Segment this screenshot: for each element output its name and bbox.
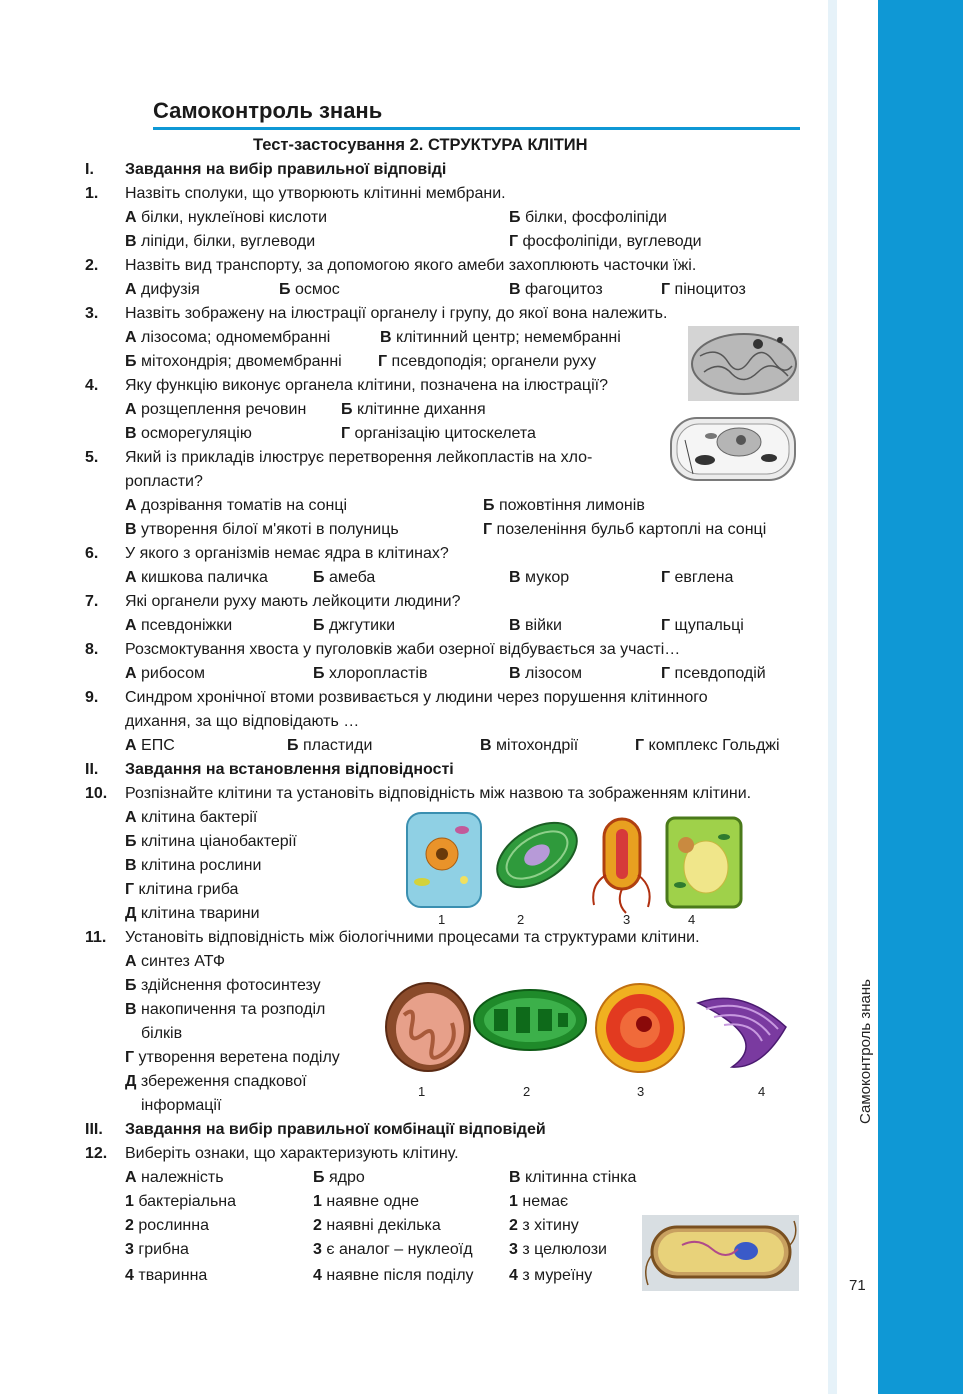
question-number: 6. — [85, 545, 99, 562]
sidebar-band — [878, 0, 963, 1394]
answer-a: А розщеплення речовин — [125, 401, 307, 418]
answer-v: В осморегуляцію — [125, 425, 252, 442]
answer-a: А білки, нуклеїнові кислоти — [125, 209, 328, 226]
question-number: 1. — [85, 185, 99, 202]
figure-caption: 3 — [623, 912, 631, 927]
answer-v: В ліпіди, білки, вуглеводи — [125, 233, 316, 250]
question-number: 2. — [85, 257, 99, 274]
question-number: 11. — [85, 929, 107, 946]
question-text: Назвіть сполуки, що утворюють клітинні мембрани. — [125, 185, 506, 202]
column-a-header: А належність — [125, 1169, 224, 1186]
answer-v: В мітохондрії — [480, 737, 579, 754]
answer-g: Г евглена — [661, 569, 734, 586]
question-text-cont: дихання, за що відповідають … — [125, 713, 360, 730]
page-title: Самоконтроль знань — [153, 98, 383, 123]
figure-caption: 1 — [418, 1084, 426, 1099]
title-rule — [153, 127, 800, 130]
answer-b: Б мітохондрія; двомембранні — [125, 353, 342, 370]
answer-a: А псевдоніжки — [125, 617, 233, 634]
answer-b: Б клітинне дихання — [341, 401, 486, 418]
answer-a: А дифузія — [125, 281, 200, 298]
answer-b: Б хлоропластів — [313, 665, 428, 682]
option-b: Б здійснення фотосинтезу — [125, 977, 321, 994]
answer-v: В лізосом — [509, 665, 583, 682]
answer-b: Б білки, фосфоліпіди — [509, 209, 667, 226]
column-v-item: 1 немає — [509, 1193, 569, 1210]
question-text: Установіть відповідність між біологічними процесами та структурами клітини. — [125, 929, 700, 946]
option-a: А клітина бактерії — [125, 809, 258, 826]
section-number: I. — [85, 161, 94, 178]
column-a-item: 2 рослинна — [125, 1217, 209, 1234]
column-a-item: 1 бактеріальна — [125, 1193, 237, 1210]
bacterial-cell-image — [642, 1215, 799, 1291]
answer-g: Г позеленіння бульб картоплі на сонці — [483, 521, 767, 538]
answer-g: Г піноцитоз — [661, 281, 746, 298]
answer-b: Б осмос — [279, 281, 340, 298]
question-text-cont: ропласти? — [125, 473, 203, 490]
question-text: Який із прикладів ілюструє перетворення лейкопластів на хло- — [125, 449, 593, 466]
column-v-item: 2 з хітину — [509, 1217, 579, 1234]
figure-caption: 3 — [637, 1084, 645, 1099]
question-text: Які органели руху мають лейкоцити людини? — [125, 593, 461, 610]
side-title: Самоконтроль знань — [857, 979, 874, 1124]
answer-g: Г псевдоподій — [661, 665, 766, 682]
answer-g: Г псевдоподія; органели руху — [378, 353, 597, 370]
answer-b: Б пожовтіння лимонів — [483, 497, 645, 514]
option-b: Б клітина ціанобактерії — [125, 833, 297, 850]
mitochondrion-image — [382, 975, 474, 1075]
answer-a: А ЕПС — [125, 737, 175, 754]
column-v-item: 3 з целюлози — [509, 1241, 607, 1258]
option-d: Д клітина тварини — [125, 905, 260, 922]
animal-cell-image — [404, 810, 484, 910]
answer-v: В мукор — [509, 569, 570, 586]
cyanobacterium-cell-image — [491, 815, 583, 895]
question-text: Яку функцію виконує органела клітини, позначена на ілюстрації? — [125, 377, 608, 394]
option-d: Д збереження спадкової — [125, 1073, 307, 1090]
plant-cell-image — [664, 815, 744, 910]
column-v-item: 4 з муреїну — [509, 1267, 593, 1284]
question-text: У якого з організмів немає ядра в клітинах? — [125, 545, 449, 562]
question-number: 12. — [85, 1145, 108, 1162]
answer-g: Г комплекс Гольджі — [635, 737, 780, 754]
column-v-header: В клітинна стінка — [509, 1169, 637, 1186]
question-text: Назвіть зображену на ілюстрації органелу і групу, до якої вона належить. — [125, 305, 668, 322]
answer-b: Б амеба — [313, 569, 376, 586]
section-number: II. — [85, 761, 99, 778]
column-b-item: 1 наявне одне — [313, 1193, 420, 1210]
column-b-item: 4 наявне після поділу — [313, 1267, 474, 1284]
answer-a: А лізосома; одномембранні — [125, 329, 331, 346]
chloroplast-image — [472, 985, 588, 1055]
option-d-cont: інформації — [141, 1097, 222, 1114]
answer-v: В фагоцитоз — [509, 281, 603, 298]
bacterium-cell-image — [586, 815, 658, 915]
answer-a: А рибосом — [125, 665, 205, 682]
sidebar-strip — [828, 0, 837, 1394]
option-v-cont: білків — [141, 1025, 183, 1042]
column-b-item: 3 є аналог – нуклеоїд — [313, 1241, 473, 1258]
figure-caption: 2 — [517, 912, 525, 927]
question-text: Синдром хронічної втоми розвивається у людини через порушення клітинного — [125, 689, 708, 706]
question-number: 3. — [85, 305, 99, 322]
question-number: 10. — [85, 785, 108, 802]
question-number: 9. — [85, 689, 99, 706]
option-g: Г утворення веретена поділу — [125, 1049, 340, 1066]
column-b-item: 2 наявні декілька — [313, 1217, 441, 1234]
answer-b: Б пластиди — [287, 737, 373, 754]
question-number: 7. — [85, 593, 99, 610]
answer-v: В утворення білої м'якоті в полуниць — [125, 521, 399, 538]
figure-caption: 1 — [438, 912, 446, 927]
question-number: 8. — [85, 641, 99, 658]
question-text: Назвіть вид транспорту, за допомогою якого амеби захоплюють часточки їжі. — [125, 257, 697, 274]
section-number: III. — [85, 1121, 103, 1138]
option-v: В клітина рослини — [125, 857, 262, 874]
nucleus-image — [592, 980, 690, 1075]
section-heading: Завдання на вибір правильної комбінації відповідей — [125, 1121, 546, 1138]
mitochondrion-micrograph-image — [688, 326, 799, 401]
test-subtitle: Тест-застосування 2. СТРУКТУРА КЛІТИН — [253, 136, 588, 154]
option-v: В накопичення та розподіл — [125, 1001, 326, 1018]
column-b-header: Б ядро — [313, 1169, 365, 1186]
answer-v: В війки — [509, 617, 562, 634]
answer-a: А кишкова паличка — [125, 569, 268, 586]
answer-v: В клітинний центр; немембранні — [380, 329, 621, 346]
question-number: 5. — [85, 449, 99, 466]
section-heading: Завдання на встановлення відповідності — [125, 761, 454, 778]
figure-caption: 2 — [523, 1084, 531, 1099]
answer-g: Г фосфоліпіди, вуглеводи — [509, 233, 702, 250]
golgi-apparatus-image — [692, 983, 792, 1073]
column-a-item: 3 грибна — [125, 1241, 189, 1258]
question-number: 4. — [85, 377, 99, 394]
question-text: Виберіть ознаки, що характеризують клітину. — [125, 1145, 459, 1162]
option-g: Г клітина гриба — [125, 881, 239, 898]
column-a-item: 4 тваринна — [125, 1267, 208, 1284]
question-text: Розсмоктування хвоста у пуголовків жаби озерної відбувається за участі… — [125, 641, 681, 658]
answer-a: А дозрівання томатів на сонці — [125, 497, 348, 514]
cell-diagram-image — [663, 414, 799, 486]
option-a: А синтез АТФ — [125, 953, 226, 970]
figure-caption: 4 — [758, 1084, 766, 1099]
answer-g: Г щупальці — [661, 617, 744, 634]
section-heading: Завдання на вибір правильної відповіді — [125, 161, 447, 178]
figure-caption: 4 — [688, 912, 696, 927]
sidebar-gap — [837, 0, 878, 1394]
question-text: Розпізнайте клітини та установіть відповідність між назвою та зображенням клітини. — [125, 785, 752, 802]
answer-g: Г організацію цитоскелета — [341, 425, 536, 442]
answer-b: Б джгутики — [313, 617, 396, 634]
page-number: 71 — [849, 1277, 866, 1294]
